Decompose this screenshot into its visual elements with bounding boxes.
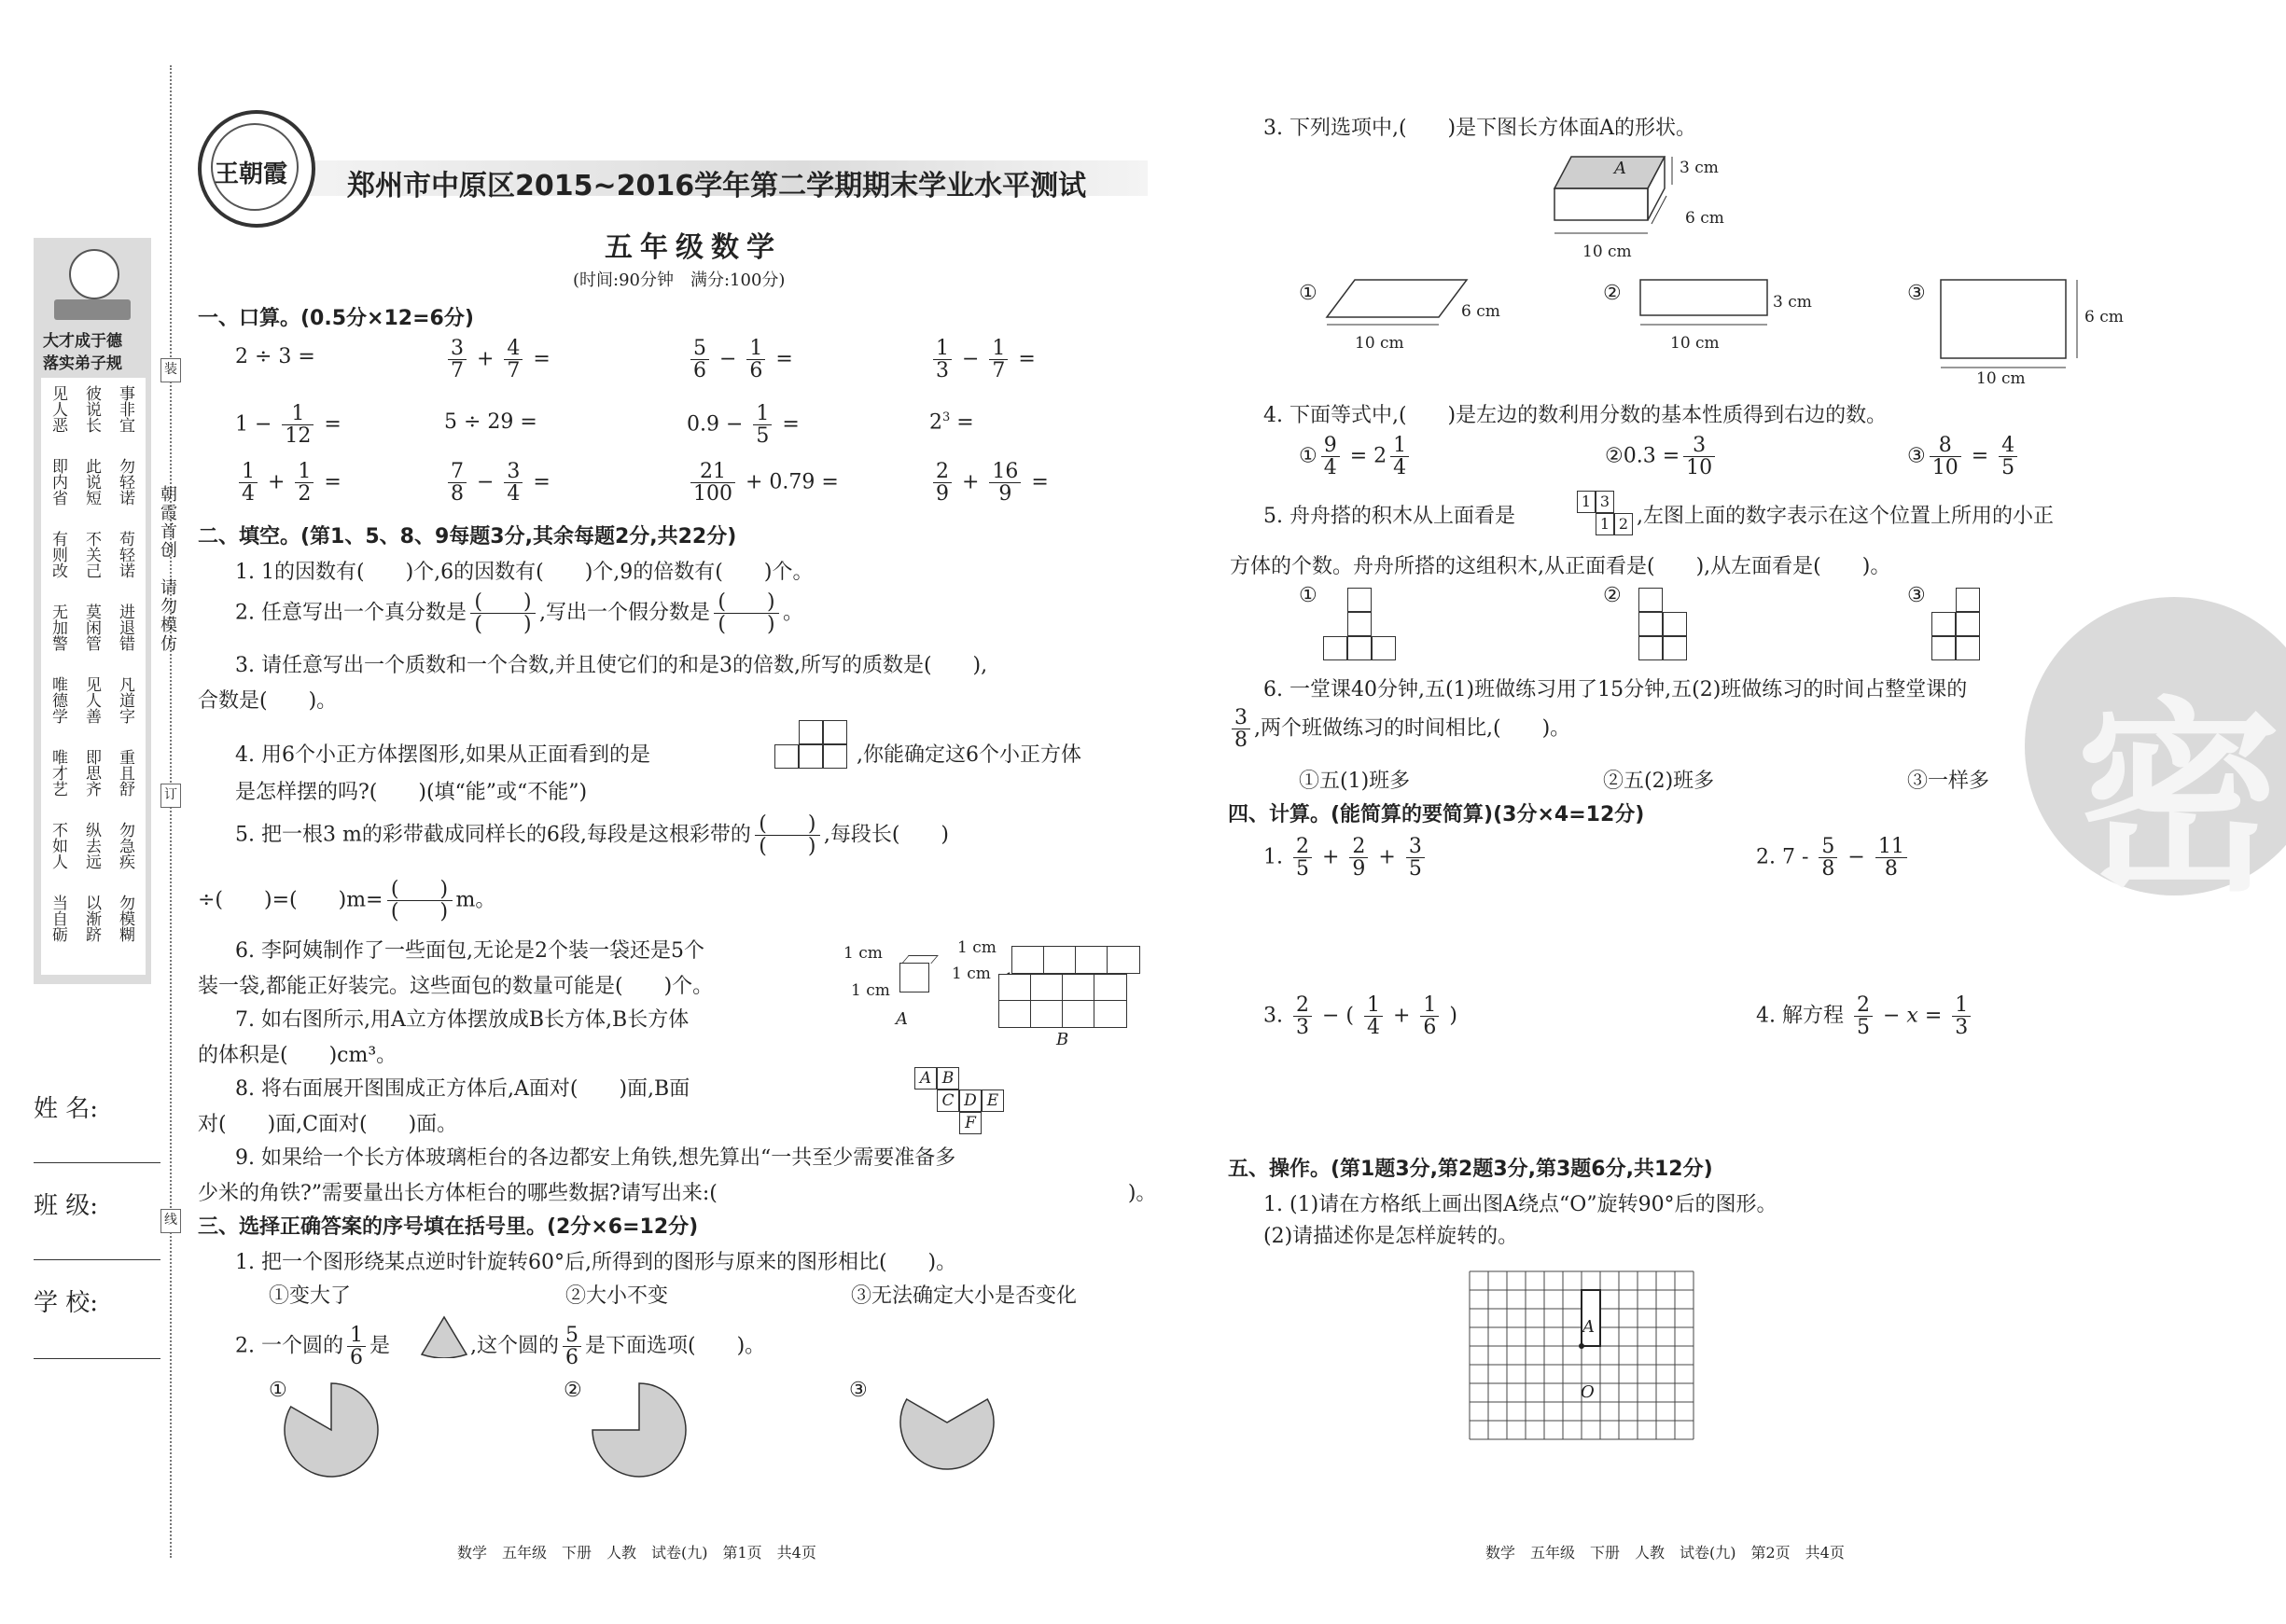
s5-q1-b: (2)请描述你是怎样旋转的。 — [1263, 1225, 1519, 1248]
q3-opt1-w: 6 cm — [1461, 302, 1500, 321]
view-cell — [1638, 588, 1663, 612]
grid-label-o: O — [1581, 1382, 1595, 1402]
footer-right: 数学 五年级 下册 人教 试卷(九) 第2页 共4页 — [1485, 1544, 1845, 1562]
view-cell — [1956, 588, 1980, 612]
top-view-cell: 1 — [1577, 491, 1596, 513]
net-face-d: D — [959, 1090, 982, 1112]
s4-calc-2: 2. 7 - $\frac{5}{8}$ − $\frac{11}{8}$ — [1756, 836, 1911, 880]
s3-q6-line2: $\frac{3}{8}$ ,两个班做练习的时间相比,( )。 — [1228, 707, 1570, 751]
s3-q2-c: ,这个圆的 — [470, 1334, 559, 1358]
s2-q6-a: 6. 李阿姨制作了一些面包,无论是2个装一袋还是5个 — [235, 939, 704, 963]
name-field[interactable] — [34, 1162, 160, 1163]
cube-b-label-1: 1 cm — [957, 938, 997, 957]
cuboid-b-cell — [1030, 1000, 1064, 1028]
sidebar-verse: 此说短 — [82, 458, 101, 506]
sidebar-verses — [41, 378, 146, 975]
q3-option-3-shape — [1935, 276, 2094, 379]
cube-a-label-side: 1 cm — [851, 981, 890, 1000]
net-face-c: C — [937, 1090, 959, 1112]
view-cell — [1347, 636, 1372, 660]
s3-q2-a: 2. 一个圆的 — [235, 1334, 343, 1358]
subject-title: 五年级数学 — [605, 231, 782, 264]
top-view-cell: 1 — [1596, 513, 1614, 535]
view-cell — [1663, 612, 1687, 636]
s3-q5-opt2: ② — [1603, 584, 1622, 607]
cuboid-b-cell — [1062, 974, 1095, 1002]
s2-q7-b: 的体积是( )cm³。 — [198, 1044, 397, 1067]
sidebar-motto-1: 大才成于德 — [43, 332, 122, 351]
sidebar-verse: 勿急疾 — [116, 822, 134, 869]
sidebar-verse: 纵去远 — [82, 822, 101, 869]
s2-q5-a: 5. 把一根3 m的彩带截成同样长的6段,每段是这根彩带的 — [235, 823, 751, 847]
s4-calc-4: 4. 解方程 $\frac{2}{5}$ − x = $\frac{1}{3}$ — [1756, 994, 1974, 1038]
s3-q3: 3. 下列选项中,( )是下图长方体面A的形状。 — [1263, 117, 1697, 140]
blank-fraction[interactable]: ( ) ( ) — [387, 879, 453, 923]
sidebar-verse: 唯德学 — [49, 676, 67, 724]
sidebar-verse: 进退错 — [116, 604, 134, 651]
view-cell — [1956, 636, 1980, 660]
sidebar-verse: 即思齐 — [82, 749, 101, 797]
cube-a-label-top: 1 cm — [843, 944, 883, 963]
seal-mark-1: 装 — [160, 358, 181, 382]
pie-option-1 — [280, 1379, 383, 1481]
pie-option-2 — [588, 1379, 690, 1481]
seal-mark-2: 订 — [160, 784, 181, 808]
blank-fraction[interactable]: ( ) ( ) — [755, 813, 820, 857]
s3-q2-rest: ,这个圆的 $\frac{5}{6}$ 是下面选项( )。 — [470, 1324, 766, 1370]
cube-a-top — [901, 955, 939, 964]
view-cell — [1347, 612, 1372, 636]
s3-q6-a: 6. 一堂课40分钟,五(1)班做练习用了15分钟,五(2)班做练习的时间占整堂课的 — [1263, 678, 1968, 701]
s3-q2: 2. 一个圆的 $\frac{1}{6}$ 是 — [235, 1324, 390, 1370]
net-face-f: F — [959, 1112, 982, 1134]
q3-opt1-l: 10 cm — [1355, 334, 1404, 353]
sidebar-verse: 勿模糊 — [116, 895, 134, 942]
net-face-e: E — [982, 1090, 1004, 1112]
sidebar-verse: 不如人 — [49, 822, 67, 869]
s2-q4-b: ,你能确定这6个小正方体 — [857, 743, 1081, 767]
brand-logo — [198, 110, 315, 228]
calc-3: $\frac{5}{6}$ − $\frac{1}{6}$ = — [687, 338, 793, 382]
s3-q6-opt2: ②五(2)班多 — [1603, 770, 1715, 793]
q5-option-3-shape — [1931, 588, 2010, 666]
q3-opt3-l: 10 cm — [1976, 369, 2026, 388]
vertical-note-1: 朝霞首创 — [158, 485, 177, 560]
cuboid-b-top-cell — [1075, 946, 1108, 974]
cuboid-length: 10 cm — [1582, 243, 1632, 261]
sidebar-motto-2: 落实弟子规 — [43, 354, 122, 373]
sidebar-verse: 彼说长 — [82, 385, 101, 433]
cuboid-b-cell — [1030, 974, 1064, 1002]
cube-a-label: A — [896, 1009, 908, 1029]
s5-q1-a: 1. (1)请在方格纸上画出图A绕点“O”旋转90°后的图形。 — [1263, 1193, 1777, 1216]
section1-heading: 一、口算。(0.5分×12=6分) — [198, 307, 474, 330]
cuboid-b-cell — [998, 1000, 1032, 1028]
q4-opt2-mark: ②0.3 = — [1605, 444, 1680, 468]
cuboid-b-cell — [1094, 1000, 1127, 1028]
s3-q4-opt3: ③ $\frac{8}{10}$ = $\frac{4}{5}$ — [1907, 435, 2021, 479]
s3-q6-opt1: ①五(1)班多 — [1299, 770, 1411, 793]
s2-q1: 1. 1的因数有( )个,6的因数有( )个,9的倍数有( )个。 — [235, 561, 814, 584]
sidebar-verse: 有则改 — [49, 531, 67, 578]
s4-calc-1: 1. $\frac{2}{5}$ + $\frac{2}{9}$ + $\frac{3}{5}$ — [1263, 836, 1429, 880]
cuboid-b-top-cell — [1107, 946, 1140, 974]
calc-11: $\frac{21}{100}$ + 0.79 = — [687, 461, 839, 505]
pie-option-3 — [896, 1371, 998, 1474]
top-view-cell: 3 — [1596, 491, 1614, 513]
school-label: 学 校: — [34, 1289, 99, 1317]
s2-q5-line2 — [198, 879, 495, 923]
school-field[interactable] — [34, 1358, 160, 1359]
watermark-seal — [2025, 597, 2286, 919]
sidebar-verse: 见人善 — [82, 676, 101, 724]
s3-q5-c: 方体的个数。舟舟所搭的这组积木,从正面看是( ),从左面看是( )。 — [1230, 555, 1891, 578]
s3-q2-opt1: ① — [269, 1379, 287, 1402]
time-info: (时间:90分钟 满分:100分) — [573, 271, 786, 290]
top-view-cell: 2 — [1614, 513, 1633, 535]
seal-mark-3: 线 — [160, 1209, 181, 1233]
s2-q5-d: m。 — [455, 888, 496, 912]
front-view-shape — [774, 720, 849, 769]
cuboid-height: 3 cm — [1680, 159, 1719, 177]
s2-q2-c: 。 — [782, 601, 803, 625]
view-cell — [1931, 612, 1956, 636]
s3-q2-opt3: ③ — [849, 1379, 868, 1402]
view-cell — [1638, 636, 1663, 660]
view-cell — [1323, 636, 1347, 660]
cuboid-b-top-cell — [1011, 946, 1045, 974]
view-cell — [1956, 612, 1980, 636]
mascot-icon — [69, 249, 119, 299]
s3-q1-opt1: ①变大了 — [269, 1284, 352, 1308]
s4-item-1: 1. — [1263, 845, 1283, 869]
s3-q5-b: ,左图上面的数字表示在这个位置上所用的小正 — [1637, 505, 2054, 528]
s2-q8-a: 8. 将右面展开图围成正方体后,A面对( )面,B面 — [235, 1077, 690, 1101]
sidebar-verse: 唯才艺 — [49, 749, 67, 797]
sidebar-panel — [34, 238, 151, 984]
s3-q3-opt1: ① — [1299, 282, 1317, 305]
s3-q5-opt1: ① — [1299, 584, 1317, 607]
s3-q3-opt3: ③ — [1907, 282, 1926, 305]
view-cell — [1372, 636, 1396, 660]
s2-q3-a: 3. 请任意写出一个质数和一个合数,并且使它们的和是3的倍数,所写的质数是( ), — [235, 654, 988, 677]
section3-heading: 三、选择正确答案的序号填在括号里。(2分×6=12分) — [198, 1215, 699, 1239]
calc-5: 1 − $\frac{1}{12}$ = — [235, 402, 342, 449]
cuboid-b-cell — [998, 974, 1032, 1002]
footer-left: 数学 五年级 下册 人教 试卷(九) 第1页 共4页 — [457, 1544, 816, 1562]
cuboid-b — [998, 946, 1148, 1026]
cuboid-b-top-cell — [1043, 946, 1077, 974]
vertical-note-2: 请勿模仿 — [158, 578, 177, 653]
sidebar-verse: 见人恶 — [49, 385, 67, 433]
section2-heading: 二、填空。(第1、5、8、9每题3分,其余每题2分,共22分) — [198, 525, 737, 548]
s3-q2-d: 是下面选项( )。 — [585, 1334, 766, 1358]
point-o — [1579, 1343, 1584, 1349]
exam-title: 郑州市中原区2015~2016学年第二学期期末学业水平测试 — [347, 170, 1087, 202]
view-cell — [1638, 612, 1663, 636]
s4-item-4: 4. 解方程 — [1756, 1004, 1844, 1028]
mascot-desk — [54, 299, 131, 320]
s2-q5-b: ,每段长( ) — [823, 823, 949, 847]
class-label: 班 级: — [34, 1192, 99, 1220]
s4-item-3: 3. — [1263, 1004, 1283, 1028]
brand-name: 王朝霞 — [215, 160, 288, 188]
s3-q6-b: ,两个班做练习的时间相比,( )。 — [1254, 716, 1571, 741]
s2-q4-c: 是怎样摆的吗?( )(填“能”或“不能”) — [235, 781, 588, 804]
s2-q3-b: 合数是( )。 — [198, 689, 338, 713]
calc-6: 5 ÷ 29 = — [444, 410, 537, 434]
sidebar-verse: 凡道字 — [116, 676, 134, 724]
s2-q9-a: 9. 如果给一个长方体玻璃柜台的各边都安上角铁,想先算出“一共至少需要准备多 — [235, 1146, 956, 1170]
binding-line — [170, 65, 172, 1558]
q4-opt3-mark: ③ — [1907, 444, 1926, 468]
sidebar-verse: 以渐跻 — [82, 895, 101, 942]
q3-opt3-h: 6 cm — [2084, 308, 2124, 326]
calc-10: $\frac{7}{8}$ − $\frac{3}{4}$ = — [444, 461, 551, 505]
q3-opt2-l: 10 cm — [1670, 334, 1720, 353]
verse-columns — [41, 378, 146, 975]
s4-calc-3: 3. $\frac{2}{3}$ − ( $\frac{1}{4}$ + $\frac{1}{6}$ ) — [1263, 993, 1457, 1040]
cube-b-label-2: 1 cm — [952, 965, 991, 983]
sidebar-verse: 勿轻诺 — [116, 458, 134, 506]
s3-q1-opt3: ③无法确定大小是否变化 — [851, 1284, 1078, 1308]
s2-q2-a: 2. 任意写出一个真分数是 — [235, 601, 467, 625]
q4-opt1-mark: ① — [1299, 444, 1317, 468]
q3-option-1-shape — [1317, 274, 1476, 330]
net-face-a: A — [914, 1067, 937, 1090]
q3-option-2-shape — [1635, 276, 1784, 332]
sector-shape — [418, 1313, 470, 1358]
s3-q1-opt2: ②大小不变 — [565, 1284, 669, 1308]
sidebar-verse: 苟轻诺 — [116, 531, 134, 578]
view-cell — [1931, 636, 1956, 660]
s2-q2-b: ,写出一个假分数是 — [538, 601, 710, 625]
s2-q4-a: 4. 用6个小正方体摆图形,如果从正面看到的是 — [235, 743, 650, 767]
s2-q6-b: 装一袋,都能正好装完。这些面包的数量可能是( )个。 — [198, 975, 714, 998]
calc-8: $2^3$ = — [929, 410, 974, 435]
s3-q2-opt2: ② — [564, 1379, 582, 1402]
s2-q8-b: 对( )面,C面对( )面。 — [198, 1113, 458, 1136]
s2-q7-a: 7. 如右图所示,用A立方体摆放成B长方体,B长方体 — [235, 1008, 690, 1032]
net-face-b: B — [937, 1067, 959, 1090]
q5-option-1-shape — [1323, 588, 1401, 666]
sidebar-verse: 即内省 — [49, 458, 67, 506]
name-label: 姓 名: — [34, 1095, 99, 1123]
cube-net — [914, 1067, 1026, 1142]
blank-fraction[interactable]: ( ) ( ) — [714, 591, 779, 635]
sidebar-verse: 无加警 — [49, 604, 67, 651]
calc-2: $\frac{3}{7}$ + $\frac{4}{7}$ = — [444, 338, 551, 382]
s3-q1: 1. 把一个图形绕某点逆时针旋转60°后,所得到的图形与原来的图形相比( )。 — [235, 1251, 957, 1274]
s2-q9-b: 少米的角铁?”需要量出长方体柜台的哪些数据?请写出来:( )。 — [198, 1182, 1157, 1205]
s2-q5 — [235, 813, 949, 857]
sidebar-verse: 莫闲管 — [82, 604, 101, 651]
cube-a — [899, 963, 929, 992]
sidebar-verse: 当自砺 — [49, 895, 67, 942]
blank-fraction[interactable]: ( ) ( ) — [470, 591, 536, 635]
sidebar-verse: 不关己 — [82, 531, 101, 578]
s3-q5-opt3: ③ — [1907, 584, 1926, 607]
watermark-text: 密 — [2076, 680, 2282, 919]
s3-q4-opt1: ① $\frac{9}{4}$ = 2 $\frac{1}{4}$ — [1299, 435, 1413, 479]
calc-1: 2 ÷ 3 = — [235, 345, 315, 368]
s2-q5-c: ÷( )=( )m= — [198, 888, 383, 912]
calc-4: $\frac{1}{3}$ − $\frac{1}{7}$ = — [929, 338, 1036, 382]
calc-12: $\frac{2}{9}$ + $\frac{16}{9}$ = — [929, 461, 1049, 505]
s3-q5-a: 5. 舟舟搭的积木从上面看是 — [1263, 505, 1515, 528]
calc-9: $\frac{1}{4}$ + $\frac{1}{2}$ = — [235, 461, 342, 505]
section5-heading: 五、操作。(第1题3分,第2题3分,第3题6分,共12分) — [1228, 1158, 1713, 1181]
class-field[interactable] — [34, 1259, 160, 1260]
operation-grid[interactable] — [1469, 1270, 1694, 1440]
q5-option-2-shape — [1638, 588, 1717, 666]
s3-q3-opt2: ② — [1603, 282, 1622, 305]
s2-q2 — [235, 591, 803, 635]
top-view-grid — [1577, 491, 1633, 539]
s3-q6-opt3: ③一样多 — [1907, 770, 1990, 793]
s3-q2-b: 是 — [369, 1334, 390, 1358]
q3-opt2-h: 3 cm — [1773, 293, 1812, 312]
view-cell — [1347, 588, 1372, 612]
sidebar-verse: 重且舒 — [116, 749, 134, 797]
calc-7: 0.9 − $\frac{1}{5}$ = — [687, 402, 800, 449]
cuboid-b-cell — [1094, 974, 1127, 1002]
section4-heading: 四、计算。(能简算的要简算)(3分×4=12分) — [1228, 803, 1645, 826]
view-cell — [1663, 636, 1687, 660]
sidebar-verse: 事非宜 — [116, 385, 134, 433]
s4-item-2: 2. 7 - — [1756, 845, 1809, 869]
s3-q4: 4. 下面等式中,( )是左边的数利用分数的基本性质得到右边的数。 — [1263, 404, 1888, 427]
grid-label-a: A — [1582, 1317, 1595, 1337]
s3-q4-opt2: ②0.3 = $\frac{3}{10}$ — [1605, 435, 1719, 479]
cuboid-face-a: A — [1614, 159, 1626, 178]
cuboid-b-label: B — [1056, 1030, 1069, 1049]
cuboid-depth: 6 cm — [1685, 209, 1724, 228]
cuboid-b-cell — [1062, 1000, 1095, 1028]
